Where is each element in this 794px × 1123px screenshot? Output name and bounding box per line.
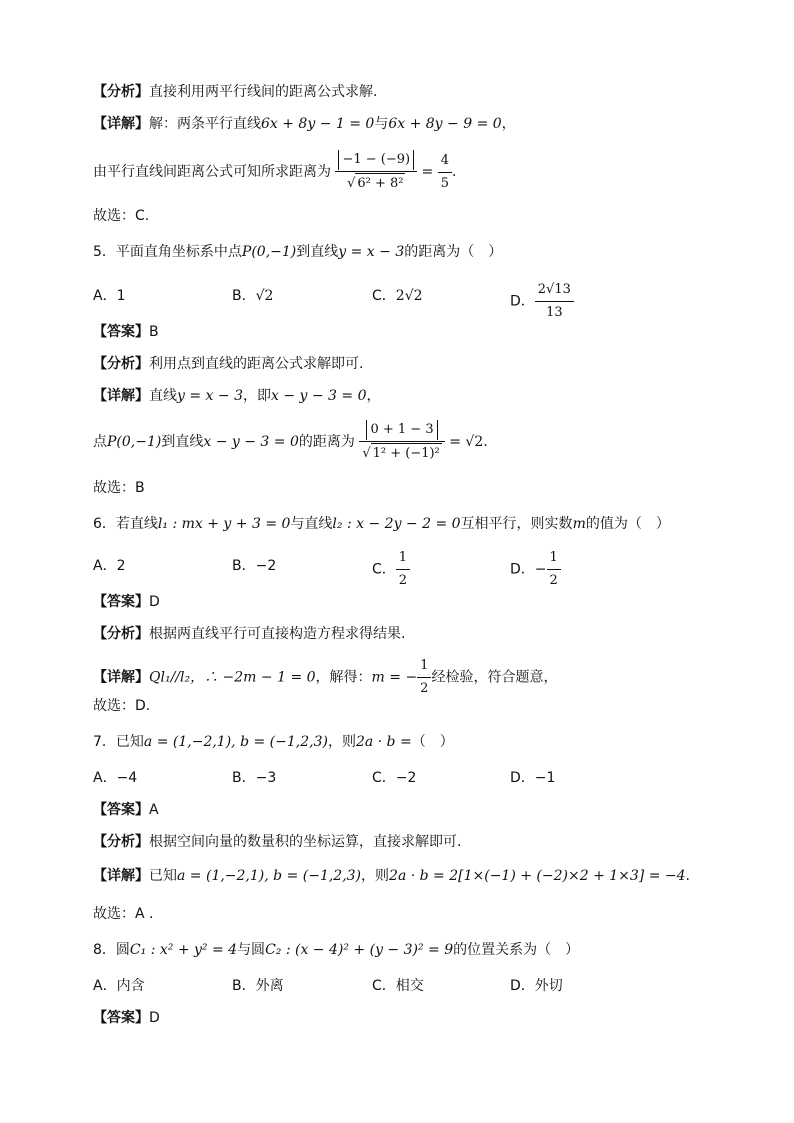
result-numerator: 4 (438, 151, 452, 173)
q8-answer: 【答案】D (93, 1010, 160, 1026)
question-5 (93, 242, 502, 262)
question-8: 8．圆C₁ : x² + y² = 4与圆C₂ : (x − 4)² + (y − 3)² = 9的位置关系为（ ） (93, 942, 580, 958)
q5-point: P(0,−1) (241, 244, 297, 260)
q8-option-b: B．外离 (232, 978, 284, 994)
q7-analysis: 【分析】根据空间向量的数量积的坐标运算，直接求解即可. (93, 834, 462, 850)
q6-select: 故选：D. (93, 698, 151, 714)
equals-sign: = (421, 164, 434, 180)
q6-detail: 【详解】Ql₁//l₂，∴ −2m − 1 = 0，解得：m = − $\frac{1}{2}$ 经检验，符合题意， (93, 658, 558, 696)
question-6: 6．若直线l₁ : mx + y + 3 = 0与直线l₂ : x − 2y − 2 = 0互相平行，则实数m的值为（ ） (93, 516, 670, 532)
equation-1: 6x + 8y − 1 = 0 (261, 116, 375, 132)
q7-answer: 【答案】A (93, 802, 159, 818)
q5-option-c: C．2√2 (372, 288, 423, 304)
analysis-line-4 (93, 82, 377, 102)
q6-answer: 【答案】D (93, 594, 160, 610)
q5-line: y = x − 3 (338, 244, 405, 260)
q5-detail: 【详解】直线y = x − 3，即x − y − 3 = 0， (93, 388, 381, 404)
q6-option-b: B．−2 (232, 558, 277, 574)
q6-option-a: A．2 (93, 558, 126, 574)
q5-select: 故选：B (93, 480, 145, 496)
q6-option-c: C． $\frac{1}{2}$ (372, 548, 410, 591)
analysis-tag: 【分析】 (93, 84, 149, 100)
q8-option-c: C．相交 (372, 978, 424, 994)
formula-post: . (452, 164, 457, 180)
formula-pre: 由平行直线间距离公式可知所求距离为 (93, 164, 331, 180)
detail-mid: 与 (374, 116, 389, 132)
q5-distance-fraction: $\frac{0 + 1 - 3}{\text{√ 1² + (−1)²}}$ (359, 420, 444, 464)
q8-option-d: D．外切 (510, 978, 563, 994)
fraction-denominator: 6² + 8² (355, 173, 405, 194)
q5-option-a: A．1 (93, 288, 126, 304)
detail-tag: 【详解】 (93, 116, 149, 132)
q7-select: 故选：A . (93, 906, 154, 922)
q7-option-c: C．−2 (372, 770, 417, 786)
q5-detail-2: 点P(0,−1)到直线x − y − 3 = 0的距离为 $\frac{0 + 1 - 3}{\text{√ 1² + (−1)²}}$ = √2. (93, 420, 488, 464)
equation-2: 6x + 8y − 9 = 0 (388, 116, 502, 132)
detail-pre: 解：两条平行直线 (149, 116, 261, 132)
q7-option-b: B．−3 (232, 770, 277, 786)
result-fraction (438, 151, 452, 194)
q5-answer: 【答案】B (93, 324, 159, 340)
q6-option-d: D．− $\frac{1}{2}$ (510, 548, 561, 591)
detail-line-4 (93, 114, 516, 134)
q5-pre: 5．平面直角坐标系中点 (93, 244, 242, 260)
q7-option-a: A．−4 (93, 770, 138, 786)
q5-mid: 到直线 (296, 244, 339, 260)
analysis-text: 直接利用两平行线间的距离公式求解. (149, 84, 378, 100)
q5-analysis: 【分析】利用点到直线的距离公式求解即可. (93, 356, 364, 372)
result-denominator: 5 (440, 175, 450, 191)
q7-detail: 【详解】已知a = (1,−2,1), b = (−1,2,3)，则2a · b = 2[1×(−1) + (−2)×2 + 1×3] = −4. (93, 868, 690, 884)
fraction-numerator: −1 − (−9) (338, 150, 414, 170)
q6-analysis: 【分析】根据两直线平行可直接构造方程求得结果. (93, 626, 406, 642)
q5-post: 的距离为（ ） (404, 244, 503, 260)
distance-fraction: $\frac{-1 - (-9)}{\text{√ 6² + 8²}}$ (335, 150, 417, 194)
q7-option-d: D．−1 (510, 770, 556, 786)
question-7: 7．已知a = (1,−2,1), b = (−1,2,3)，则2a · b =（ ） (93, 734, 454, 750)
answer-select-4: 故选：C. (93, 208, 150, 224)
q5-option-b: B．√2 (232, 288, 274, 304)
q5-option-d: D． $\frac{2√13}{13}$ (510, 280, 574, 323)
q8-option-a: A．内含 (93, 978, 145, 994)
detail-post: ， (501, 116, 516, 132)
distance-formula-line (93, 150, 456, 194)
